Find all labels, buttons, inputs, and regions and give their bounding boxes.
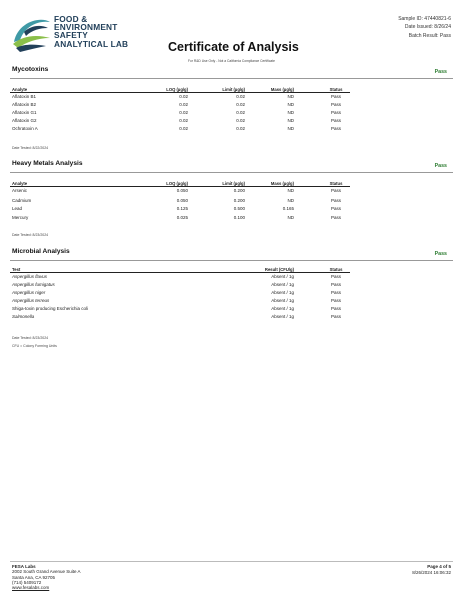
result-cell: Absent / 1g: [271, 274, 294, 279]
limit-cell: 0.02: [236, 110, 245, 115]
result-cell: Absent / 1g: [271, 282, 294, 287]
loq-cell: 0.050: [176, 198, 188, 203]
test-cell: Aspergillus flavus: [12, 274, 48, 279]
header-rule: [10, 92, 350, 93]
col-header-mass: Mass (µg/g): [270, 87, 294, 92]
compliance-note: For R&D Use Only - Not a California Compliance Certificate: [187, 59, 276, 63]
logo-line: SAFETY: [54, 30, 88, 41]
footer-divider: [10, 561, 453, 562]
status-cell: Pass: [330, 215, 341, 220]
logo-line: FOOD &: [54, 14, 88, 24]
result-cell: Absent / 1g: [271, 314, 294, 319]
analyte-cell: Aflatoxin G2: [12, 118, 37, 123]
page-title: Certificate of Analysis: [168, 40, 299, 54]
limit-cell: 0.500: [233, 206, 245, 211]
col-header-loq: LOQ (µg/g): [166, 87, 188, 92]
address-line: Santa Ana, CA 92705: [12, 574, 56, 580]
test-cell: Aspergillus fumigatus: [12, 282, 55, 287]
date-tested: Date Tested: 8/22/2024: [12, 146, 49, 150]
cfu-footnote: CFU = Colony Forming Units: [12, 344, 57, 348]
loq-cell: 0.02: [179, 110, 188, 115]
status-cell: Pass: [330, 198, 341, 203]
website-link[interactable]: www.fesalabs.com: [12, 585, 50, 591]
status-cell: Pass: [330, 118, 341, 123]
phone: (714) 5409172: [12, 579, 42, 585]
microbial-status: Pass: [434, 251, 447, 257]
loq-cell: 0.02: [179, 102, 188, 107]
col-header-status: Status: [329, 181, 343, 186]
lab-name: FESA Labs: [12, 564, 36, 569]
mycotoxins-title: Mycotoxins: [12, 66, 49, 73]
microbial-title: Microbial Analysis: [12, 248, 70, 255]
section-divider: [10, 78, 453, 79]
logo-line: ENVIRONMENT: [54, 22, 118, 33]
test-cell: Shiga-toxin producing Escherichia coli: [12, 306, 89, 311]
sample-id: Sample ID: 47440821-6: [398, 16, 451, 22]
result-cell: Absent / 1g: [271, 306, 294, 311]
col-header-mass: Mass (µg/g): [270, 181, 294, 186]
col-header-loq: LOQ (µg/g): [166, 181, 188, 186]
logo-text: [54, 15, 128, 48]
mass-cell: ND: [287, 126, 294, 131]
col-header-test: Test: [12, 267, 21, 272]
analyte-cell: Aflatoxin G1: [12, 110, 37, 115]
mass-cell: ND: [287, 94, 294, 99]
section-divider: [10, 172, 453, 173]
date-tested: Date Tested: 8/23/2024: [12, 336, 49, 340]
status-cell: Pass: [330, 206, 341, 211]
mass-cell: ND: [287, 110, 294, 115]
date-tested: Date Tested: 8/23/2024: [12, 233, 49, 237]
lab-address: [12, 564, 80, 590]
logo-mark-icon: [10, 14, 54, 54]
analyte-cell: Cadmium: [12, 198, 32, 203]
test-cell: Aspergillus niger: [12, 290, 46, 295]
batch-result: Batch Result: Pass: [408, 32, 451, 39]
col-header-limit: Limit (µg/g): [222, 181, 245, 186]
heavy-metals-title: Heavy Metals Analysis: [12, 160, 83, 167]
col-header-limit: Limit (µg/g): [222, 87, 245, 92]
analyte-cell: Lead: [12, 206, 23, 211]
result-cell: Absent / 1g: [271, 290, 294, 295]
mass-cell: ND: [287, 198, 294, 203]
limit-cell: 0.02: [236, 102, 245, 107]
status-cell: Pass: [330, 282, 341, 287]
address-line: 2002 South Grand Avenue Suite A: [12, 569, 81, 575]
loq-cell: 0.02: [179, 118, 188, 123]
loq-cell: 0.050: [176, 188, 188, 193]
loq-cell: 0.025: [176, 215, 188, 220]
mass-cell: 0.165: [282, 206, 294, 211]
status-cell: Pass: [330, 126, 341, 131]
date-issued: Date Issued: 8/26/24: [404, 24, 451, 31]
heavy-metals-status: Pass: [434, 163, 447, 169]
status-cell: Pass: [330, 298, 341, 303]
status-cell: Pass: [330, 102, 341, 107]
mass-cell: ND: [287, 188, 294, 193]
col-header-analyte: Analyte: [12, 87, 28, 92]
limit-cell: 0.02: [236, 126, 245, 131]
limit-cell: 0.02: [236, 118, 245, 123]
limit-cell: 0.100: [233, 215, 245, 220]
status-cell: Pass: [330, 94, 341, 99]
loq-cell: 0.02: [179, 94, 188, 99]
limit-cell: 0.200: [233, 198, 245, 203]
print-timestamp: 8/26/2024 16:06:32: [412, 570, 451, 575]
analyte-cell: Aflatoxin B1: [12, 94, 37, 99]
loq-cell: 0.125: [176, 206, 188, 211]
result-cell: Absent / 1g: [271, 298, 294, 303]
page-info: [412, 564, 451, 576]
loq-cell: 0.02: [179, 126, 188, 131]
header-rule: [10, 272, 350, 273]
col-header-analyte: Analyte: [12, 181, 28, 186]
section-divider: [10, 260, 453, 261]
limit-cell: 0.200: [233, 188, 245, 193]
analyte-cell: Ochratoxin A: [12, 126, 38, 131]
sample-meta: [398, 15, 451, 40]
test-cell: Salmonella: [12, 314, 35, 319]
mycotoxins-status: Pass: [434, 69, 447, 75]
status-cell: Pass: [330, 290, 341, 295]
col-header-status: Status: [329, 87, 343, 92]
logo-line: ANALYTICAL LAB: [54, 38, 129, 49]
status-cell: Pass: [330, 188, 341, 193]
limit-cell: 0.02: [236, 94, 245, 99]
analyte-cell: Mercury: [12, 215, 29, 220]
status-cell: Pass: [330, 274, 341, 279]
mass-cell: ND: [287, 102, 294, 107]
header-rule: [10, 186, 350, 187]
page-number: Page 4 of 5: [427, 564, 451, 569]
status-cell: Pass: [330, 314, 341, 319]
status-cell: Pass: [330, 306, 341, 311]
analyte-cell: Arsenic: [12, 188, 28, 193]
test-cell: Aspergillus terreus: [12, 298, 50, 303]
col-header-status: Status: [329, 267, 343, 272]
mass-cell: ND: [287, 118, 294, 123]
col-header-result: Result (CFU/g): [264, 267, 294, 272]
mass-cell: ND: [287, 215, 294, 220]
analyte-cell: Aflatoxin B2: [12, 102, 37, 107]
status-cell: Pass: [330, 110, 341, 115]
